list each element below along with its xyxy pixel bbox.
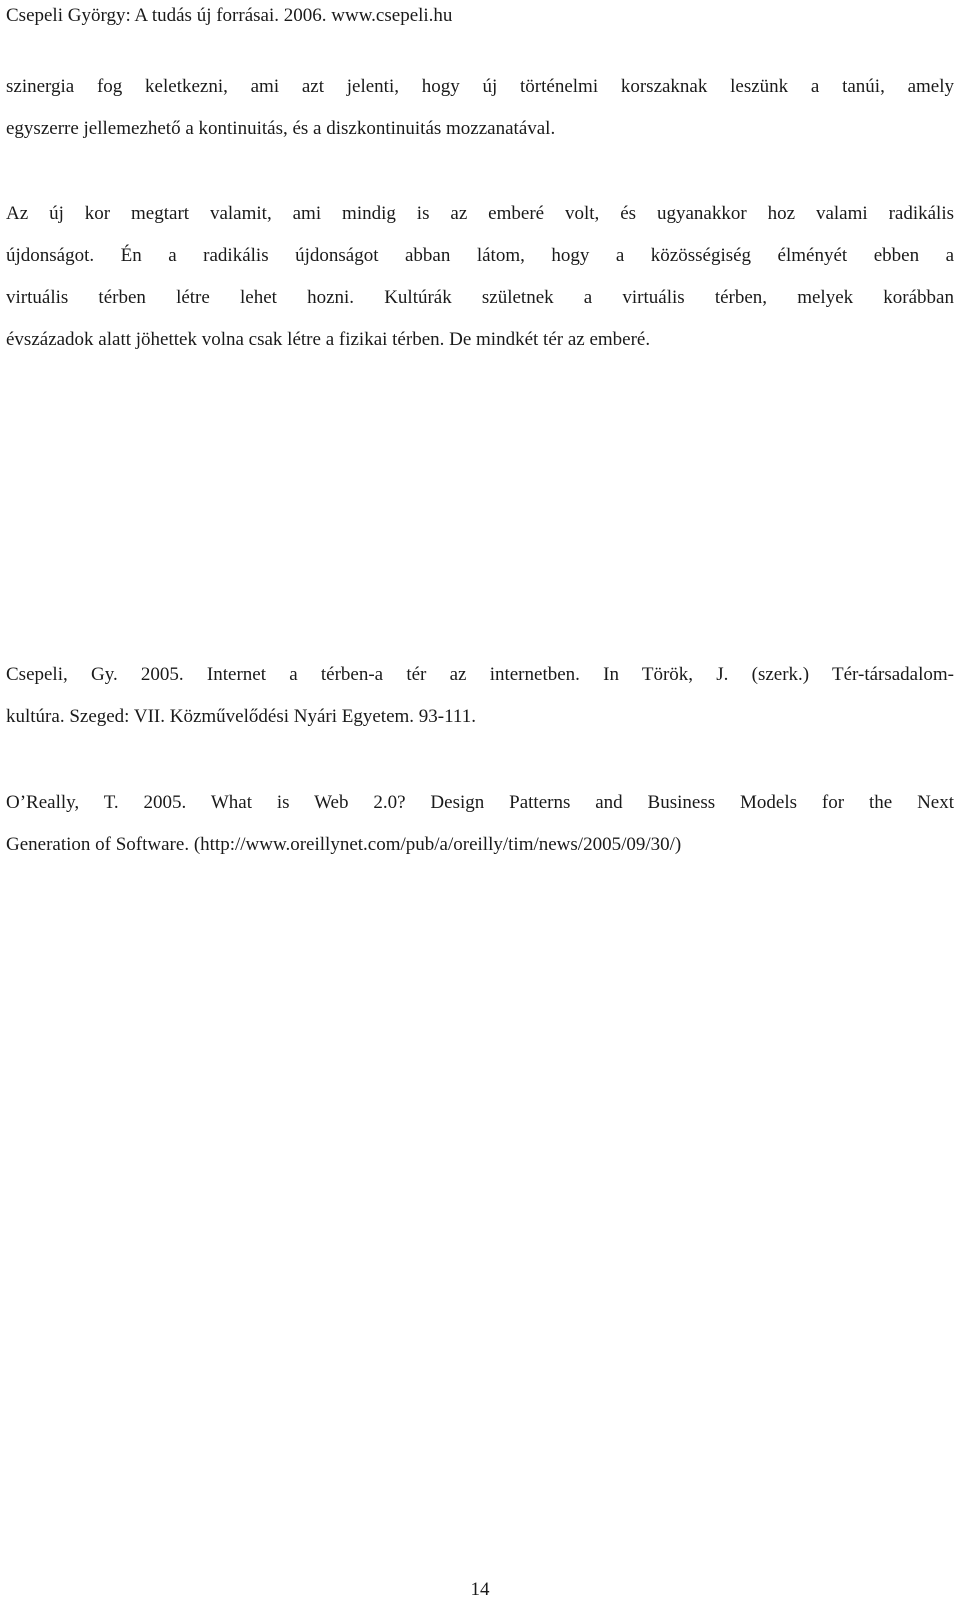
reference-entry-1 xyxy=(6,654,954,738)
body-paragraph-1 xyxy=(6,66,954,150)
text-line: Generation of Software. (http://www.oreillynet.com/pub/a/oreilly/tim/news/2005/09/30/) xyxy=(6,834,682,855)
reference-entry-2 xyxy=(6,782,954,866)
text-line: Az új kor megtart valamit, ami mindig is az emberé volt, és ugyanakkor hoz valami radikális xyxy=(6,203,954,224)
page-number: 14 xyxy=(470,1579,490,1600)
text-line: évszázadok alatt jöhettek volna csak létre a fizikai térben. De mindkét tér az emberé. xyxy=(6,329,651,350)
text-line: O’Really, T. 2005. What is Web 2.0? Design Patterns and Business Models for the Next xyxy=(6,792,954,813)
text-line: kultúra. Szeged: VII. Közművelődési Nyári Egyetem. 93-111. xyxy=(6,706,476,727)
body-paragraph-2 xyxy=(6,193,954,361)
text-line: szinergia fog keletkezni, ami azt jelenti, hogy új történelmi korszaknak leszünk a tanúi, amely xyxy=(6,76,954,97)
running-header: Csepeli György: A tudás új forrásai. 2006. www.csepeli.hu xyxy=(6,5,453,26)
text-line: újdonságot. Én a radikális újdonságot abban látom, hogy a közösségiség élményét ebben a xyxy=(6,245,954,266)
text-line: virtuális térben létre lehet hozni. Kultúrák születnek a virtuális térben, melyek korábban xyxy=(6,287,954,308)
text-line: Csepeli, Gy. 2005. Internet a térben-a tér az internetben. In Török, J. (szerk.) Tér-társadalom- xyxy=(6,664,954,685)
text-line: egyszerre jellemezhető a kontinuitás, és a diszkontinuitás mozzanatával. xyxy=(6,118,556,139)
